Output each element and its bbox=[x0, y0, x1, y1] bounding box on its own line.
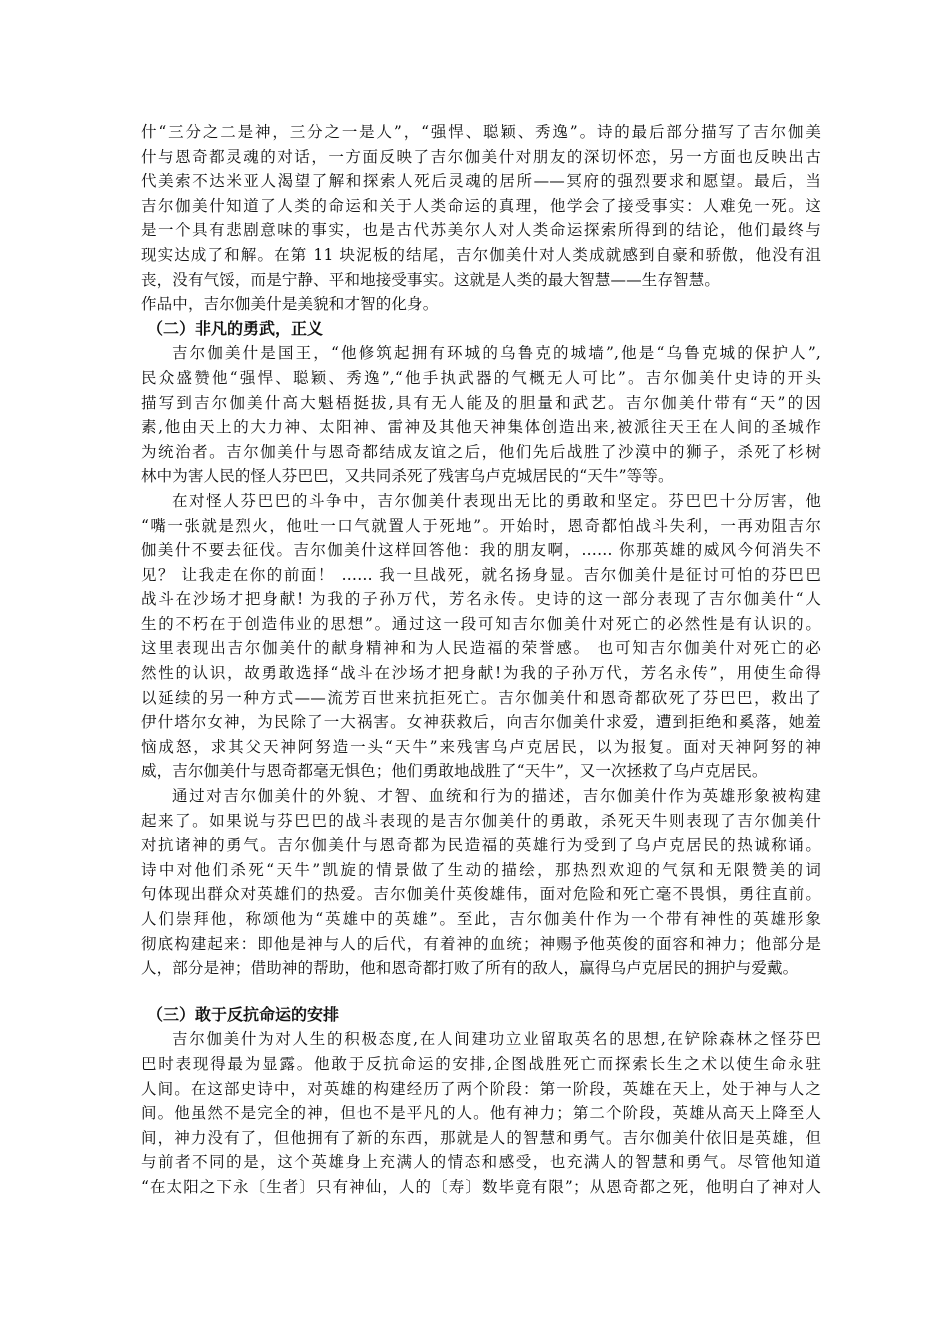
intro-closing-line: 作品中，吉尔伽美什是美貌和才智的化身。 bbox=[141, 295, 439, 314]
text-line: 现实达成了和解。在第 11 块泥板的结尾，吉尔伽美什对人类成就感到自豪和骄傲，他没有沮 bbox=[141, 245, 821, 264]
text-line: 威，吉尔伽美什与恩奇都毫无惧色；他们勇敢地战胜了“天牛”，又一次拯救了乌卢克居民。 bbox=[141, 762, 768, 781]
text-line: “嘴一张就是烈火，他吐一口气就置人于死地”。开始时，恩奇都怕战斗失利，一再劝阻吉尔 bbox=[141, 516, 821, 535]
text-line: 恼成怒，求其父天神阿努造一头“天牛”来残害乌卢克居民，以为报复。面对天神阿努的神 bbox=[141, 737, 821, 756]
text-line: 丧，没有气馁，而是宁静、平和地接受事实。这就是人类的最大智慧——生存智慧。 bbox=[141, 270, 721, 289]
text-line: 是一个具有悲剧意味的事实，也是古代苏美尔人对人类命运探索所得到的结论，他们最终与 bbox=[141, 221, 821, 240]
document-page bbox=[141, 120, 821, 1200]
text-line: 伊什塔尔女神，为民除了一大祸害。女神获救后，向吉尔伽美什求爱，遭到拒绝和奚落，她羞 bbox=[141, 713, 821, 732]
text-line: 民众盛赞他“强悍、聪颖、秀逸”,“他手执武器的气概无人可比”。吉尔伽美什史诗的开头 bbox=[141, 368, 821, 387]
text-line: 战斗在沙场才把身献! 为我的子孙万代，芳名永传。史诗的这一部分表现了吉尔伽美什“人 bbox=[141, 590, 821, 609]
text-line: 与前者不同的是，这个英雄身上充满人的情态和感受，也充满人的智慧和勇气。尽管他知道 bbox=[141, 1153, 821, 1172]
text-line: 伽美什不要去征伐。吉尔伽美什这样回答他：我的朋友啊，…… 你那英雄的威风今何消失不 bbox=[141, 541, 821, 560]
text-line: 对抗诸神的勇气。吉尔伽美什与恩奇都为民造福的英雄行为受到了乌卢克居民的热诚称诵。 bbox=[141, 836, 821, 855]
text-line: 代美索不达米亚人渴望了解和探索人死后灵魂的居所——冥府的强烈要求和愿望。最后，当 bbox=[141, 172, 821, 191]
text-line: 人间。在这部史诗中，对英雄的构建经历了两个阶段：第一阶段，英雄在天上，处于神与人之 bbox=[141, 1079, 821, 1098]
text-line: 句体现出群众对英雄们的热爱。吉尔伽美什英俊雄伟，面对危险和死亡毫不畏惧，勇往直前。 bbox=[141, 885, 821, 904]
text-line: 人，部分是神；借助神的帮助，他和恩奇都打败了所有的敌人，赢得乌卢克居民的拥护与爱戴。 bbox=[141, 959, 799, 978]
text-line: 巴时表现得最为显露。他敢于反抗命运的安排,企图战胜死亡而探索长生之术以使生命永驻 bbox=[141, 1054, 821, 1073]
section-heading-2: （二）非凡的勇武，正义 bbox=[147, 318, 324, 338]
text-line: 通过对吉尔伽美什的外貌、才智、血统和行为的描述，吉尔伽美什作为英雄形象被构建 bbox=[172, 787, 821, 806]
text-line: 这里表现出吉尔伽美什的献身精神和为人民造福的荣誉感。 也可知吉尔伽美什对死亡的必 bbox=[141, 639, 821, 658]
text-line: “在太阳之下永〔生者〕只有神仙，人的〔寿〕数毕竟有限”；从恩奇都之死，他明白了神对人 bbox=[141, 1177, 821, 1196]
text-line: 林中为害人民的怪人芬巴巴，又共同杀死了残害乌卢克城居民的“天牛”等等。 bbox=[141, 467, 674, 486]
text-line: 素,他由天上的大力神、太阳神、雷神及其他天神集体创造出来,被派往天王在人间的圣城作 bbox=[141, 418, 821, 437]
text-line: 间。他虽然不是完全的神，但也不是平凡的人。他有神力；第二个阶段，英雄从高天上降至人 bbox=[141, 1104, 821, 1123]
text-line: 以延续的另一种方式——流芳百世来抗拒死亡。吉尔伽美什和恩奇都砍死了芬巴巴，救出了 bbox=[141, 688, 821, 707]
text-line: 诗中对他们杀死“天牛”凯旋的情景做了生动的描绘，那热烈欢迎的气氛和无限赞美的词 bbox=[141, 860, 821, 879]
text-line: 为统治者。吉尔伽美什与恩奇都结成友谊之后，他们先后战胜了沙漠中的狮子，杀死了杉树 bbox=[141, 442, 821, 461]
text-line: 什“三分之二是神，三分之一是人”，“强悍、聪颖、秀逸”。诗的最后部分描写了吉尔伽美 bbox=[141, 123, 821, 141]
text-line: 然性的认识，故勇敢选择“战斗在沙场才把身献!为我的子孙万代，芳名永传”，用使生命得 bbox=[141, 664, 821, 683]
section2-paragraph-3 bbox=[141, 784, 821, 981]
text-line: 生的不朽在于创造伟业的思想”。通过这一段可知吉尔伽美什对死亡的必然性是有认识的。 bbox=[141, 614, 821, 633]
text-line: 彻底构建起来：即他是神与人的后代，有着神的血统；神赐予他英俊的面容和神力；他部分是 bbox=[141, 934, 821, 953]
text-line: 吉尔伽美什为对人生的积极态度,在人间建功立业留取英名的思想,在铲除森林之怪芬巴 bbox=[172, 1030, 821, 1049]
text-line: 在对怪人芬巴巴的斗争中，吉尔伽美什表现出无比的勇敢和坚定。芬巴巴十分厉害，他 bbox=[172, 491, 821, 510]
text-line: 吉尔伽美什是国王，“他修筑起拥有环城的乌鲁克的城墙”,他是“乌鲁克城的保护人”, bbox=[172, 344, 821, 363]
text-line: 吉尔伽美什知道了人类的命运和关于人类命运的真理，他学会了接受事实：人难免一死。这 bbox=[141, 196, 821, 215]
section2-paragraph-2 bbox=[141, 489, 821, 784]
intro-paragraph bbox=[141, 120, 821, 292]
section-spacer bbox=[141, 981, 821, 1003]
text-line: 见？ 让我走在你的前面！ …… 我一旦战死，就名扬身显。吉尔伽美什是征讨可怕的芬巴巴 bbox=[141, 565, 821, 584]
section-heading-3: （三）敢于反抗命运的安排 bbox=[147, 1004, 340, 1024]
text-line: 人们崇拜他，称颂他为“英雄中的英雄”。至此，吉尔伽美什作为一个带有神性的英雄形象 bbox=[141, 910, 821, 928]
section3-paragraph-1 bbox=[141, 1027, 821, 1199]
text-line: 什与恩奇都灵魂的对话，一方面反映了吉尔伽美什对朋友的深切怀恋，另一方面也反映出古 bbox=[141, 147, 821, 166]
text-line: 描写到吉尔伽美什高大魁梧挺拔,具有无人能及的胆量和武艺。吉尔伽美什带有“天”的因 bbox=[141, 393, 821, 412]
section2-paragraph-1 bbox=[141, 341, 821, 489]
text-line: 间，神力没有了，但他拥有了新的东西，那就是人的智慧和勇气。吉尔伽美什依旧是英雄，但 bbox=[141, 1128, 821, 1147]
text-line: 起来了。如果说与芬巴巴的战斗表现的是吉尔伽美什的勇敢，杀死天牛则表现了吉尔伽美什 bbox=[141, 811, 821, 830]
